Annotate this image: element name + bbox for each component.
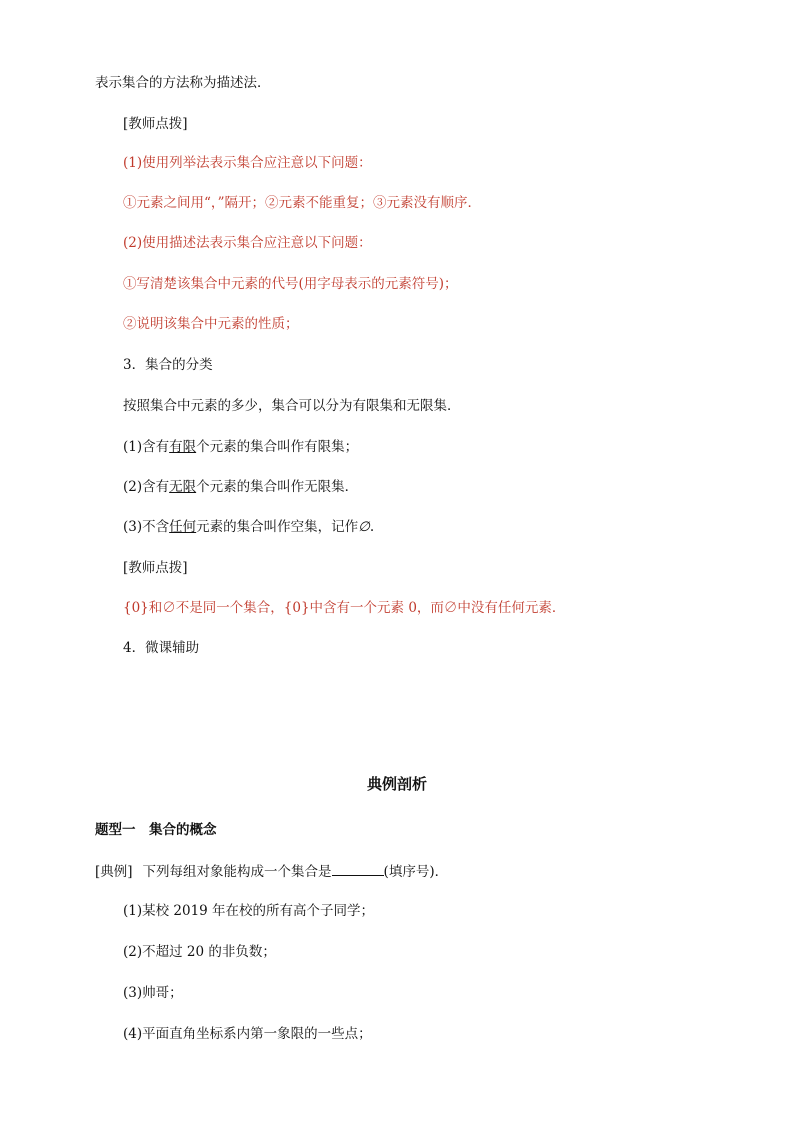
underlined-term: 有限 (169, 439, 197, 455)
list-item: (1)某校 2019 年在校的所有高个子同学； (123, 903, 375, 919)
teacher-tip-label: [教师点拨] (123, 560, 188, 576)
text-fragment: . (369, 519, 375, 535)
example-prompt (95, 861, 448, 882)
text-fragment: (1)含有 (123, 439, 170, 455)
list-item: (2)不超过 20 的非负数； (123, 944, 276, 960)
tip-item: {0}和∅不是同一个集合，{0}中含有一个元素 0，而∅中没有任何元素． (123, 600, 566, 616)
text-fragment: 个元素的集合叫作有限集； (196, 439, 359, 455)
tip-item: ①元素之间用“，”隔开；②元素不能重复；③元素没有顺序． (123, 195, 482, 211)
list-item: (4)平面直角坐标系内第一象限的一些点； (123, 1026, 372, 1042)
section-heading: 3．集合的分类 (123, 357, 213, 373)
text-line: 表示集合的方法称为描述法． (95, 75, 271, 91)
underlined-term: 无限 (169, 479, 197, 495)
list-item: (3)帅哥； (123, 985, 183, 1001)
text-line (123, 477, 358, 497)
section-title: 典例剖析 (366, 775, 427, 793)
tip-item: (2)使用描述法表示集合应注意以下问题： (123, 235, 372, 251)
text-line: 按照集合中元素的多少，集合可以分为有限集和无限集． (123, 398, 461, 414)
answer-blank (332, 861, 384, 876)
empty-set-symbol: ∅ (358, 519, 370, 535)
question-type-heading: 题型一 集合的概念 (95, 822, 217, 838)
text-fragment: 个元素的集合叫作无限集． (196, 479, 359, 495)
text-fragment: 元素的集合叫作空集，记作 (196, 519, 359, 535)
tip-item: ①写清楚该集合中元素的代号(用字母表示的元素符号)； (123, 276, 458, 292)
text-fragment: 下列每组对象能构成一个集合是 (142, 864, 332, 880)
text-line (123, 517, 374, 537)
text-line (123, 437, 358, 457)
example-tag: [典例] (95, 864, 133, 880)
tip-item: (1)使用列举法表示集合应注意以下问题： (123, 155, 372, 171)
text-fragment: (2)含有 (123, 479, 170, 495)
tip-item: ②说明该集合中元素的性质； (123, 316, 299, 332)
teacher-tip-label: [教师点拨] (123, 116, 188, 132)
text-fragment: (3)不含 (123, 519, 170, 535)
text-fragment: (填序号)． (383, 864, 449, 880)
section-heading: 4．微课辅助 (123, 640, 200, 656)
underlined-term: 任何 (169, 519, 197, 535)
